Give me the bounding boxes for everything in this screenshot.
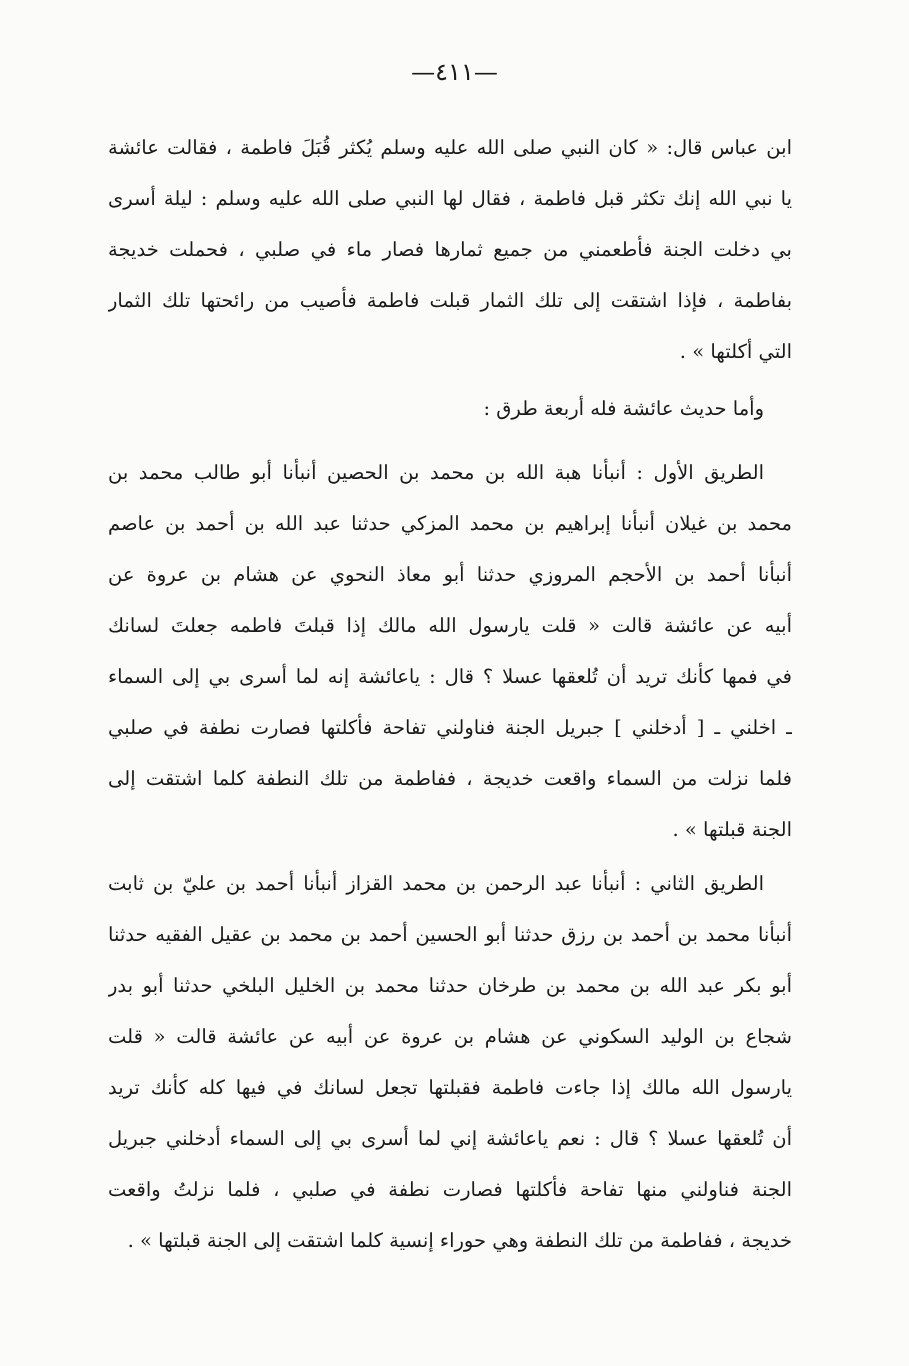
text-line: فلما نزلت من السماء واقعت خديجة ، ففاطمة من تلك النطفة كلما اشتقت إلى (108, 767, 792, 790)
paragraph-ibn-abbas (108, 122, 792, 377)
paragraph-aisha-intro (108, 383, 792, 434)
page-number: —٤١١— (411, 58, 498, 86)
text-line: ـ اخلني ـ [ أدخلني ] جبريل الجنة فناولني تفاحة فأكلتها فصارت نطفة في صلبي (108, 716, 792, 739)
paragraph-first-route (108, 447, 792, 855)
text-line: أبيه عن عائشة قالت « قلت يارسول الله مالك إذا قبلتَ فاطمه جعلتَ لسانك (108, 614, 792, 637)
text-line: في فمها كأنك تريد أن تُلعقها عسلا ؟ قال : ياعائشة إنه لما أسرى بي إلى السماء (108, 665, 792, 688)
text-line: يا نبي الله إنك تكثر قبل فاطمة ، فقال لها النبي صلى الله عليه وسلم : ليلة أسرى (108, 187, 792, 210)
text-line: ابن عباس قال: « كان النبي صلى الله عليه وسلم يُكثر قُبَلَ فاطمة ، فقالت عائشة (108, 136, 792, 159)
text-line: وأما حديث عائشة فله أربعة طرق : (483, 397, 764, 420)
text-line: أبو بكر عبد الله بن محمد بن طرخان حدثنا محمد بن الخليل البلخي حدثنا أبو بدر (108, 974, 792, 997)
text-line: بفاطمة ، فإذا اشتقت إلى تلك الثمار قبلت فاطمة فأصيب من رائحتها تلك الثمار (108, 289, 792, 312)
text-line: أن تُلعقها عسلا ؟ قال : نعم ياعائشة إني لما أسرى بي إلى السماء أدخلني جبريل (108, 1127, 792, 1150)
page-header (0, 52, 909, 92)
text-line: محمد بن غيلان أنبأنا إبراهيم بن محمد المزكي حدثنا عبد الله بن أحمد بن عاصم (108, 512, 792, 535)
text-line: بي دخلت الجنة فأطعمني من جميع ثمارها فصار ماء في صلبي ، فحملت خديجة (108, 238, 792, 261)
text-line: أنبأنا أحمد بن الأحجم المروزي حدثنا أبو معاذ النحوي عن هشام بن عروة عن (108, 563, 792, 586)
text-line: الجنة قبلتها » . (672, 818, 792, 841)
text-line: الطريق الأول : أنبأنا هبة الله بن محمد بن الحصين أنبأنا أبو طالب محمد بن (108, 461, 764, 484)
text-line: الجنة فناولني منها تفاحة فأكلتها فصارت نطفة في صلبي ، فلما نزلتُ واقعت (108, 1178, 792, 1201)
text-line: أنبأنا محمد بن أحمد بن رزق حدثنا أبو الحسين أحمد بن محمد بن عقيل الفقيه حدثنا (108, 923, 792, 946)
text-line: الطريق الثاني : أنبأنا عبد الرحمن بن محمد القزاز أنبأنا أحمد بن عليّ بن ثابت (108, 872, 764, 895)
text-line: خديجة ، ففاطمة من تلك النطفة وهي حوراء إنسية كلما اشتقت إلى الجنة قبلتها » . (127, 1229, 792, 1252)
text-line: يارسول الله مالك إذا جاءت فاطمة فقبلتها تجعل لسانك في فيها كله كأنك تريد (108, 1076, 792, 1099)
paragraph-second-route (108, 858, 792, 1266)
text-line: التي أكلتها » . (679, 340, 792, 363)
text-line: شجاع بن الوليد السكوني عن هشام بن عروة عن أبيه عن عائشة قالت « قلت (108, 1025, 792, 1048)
